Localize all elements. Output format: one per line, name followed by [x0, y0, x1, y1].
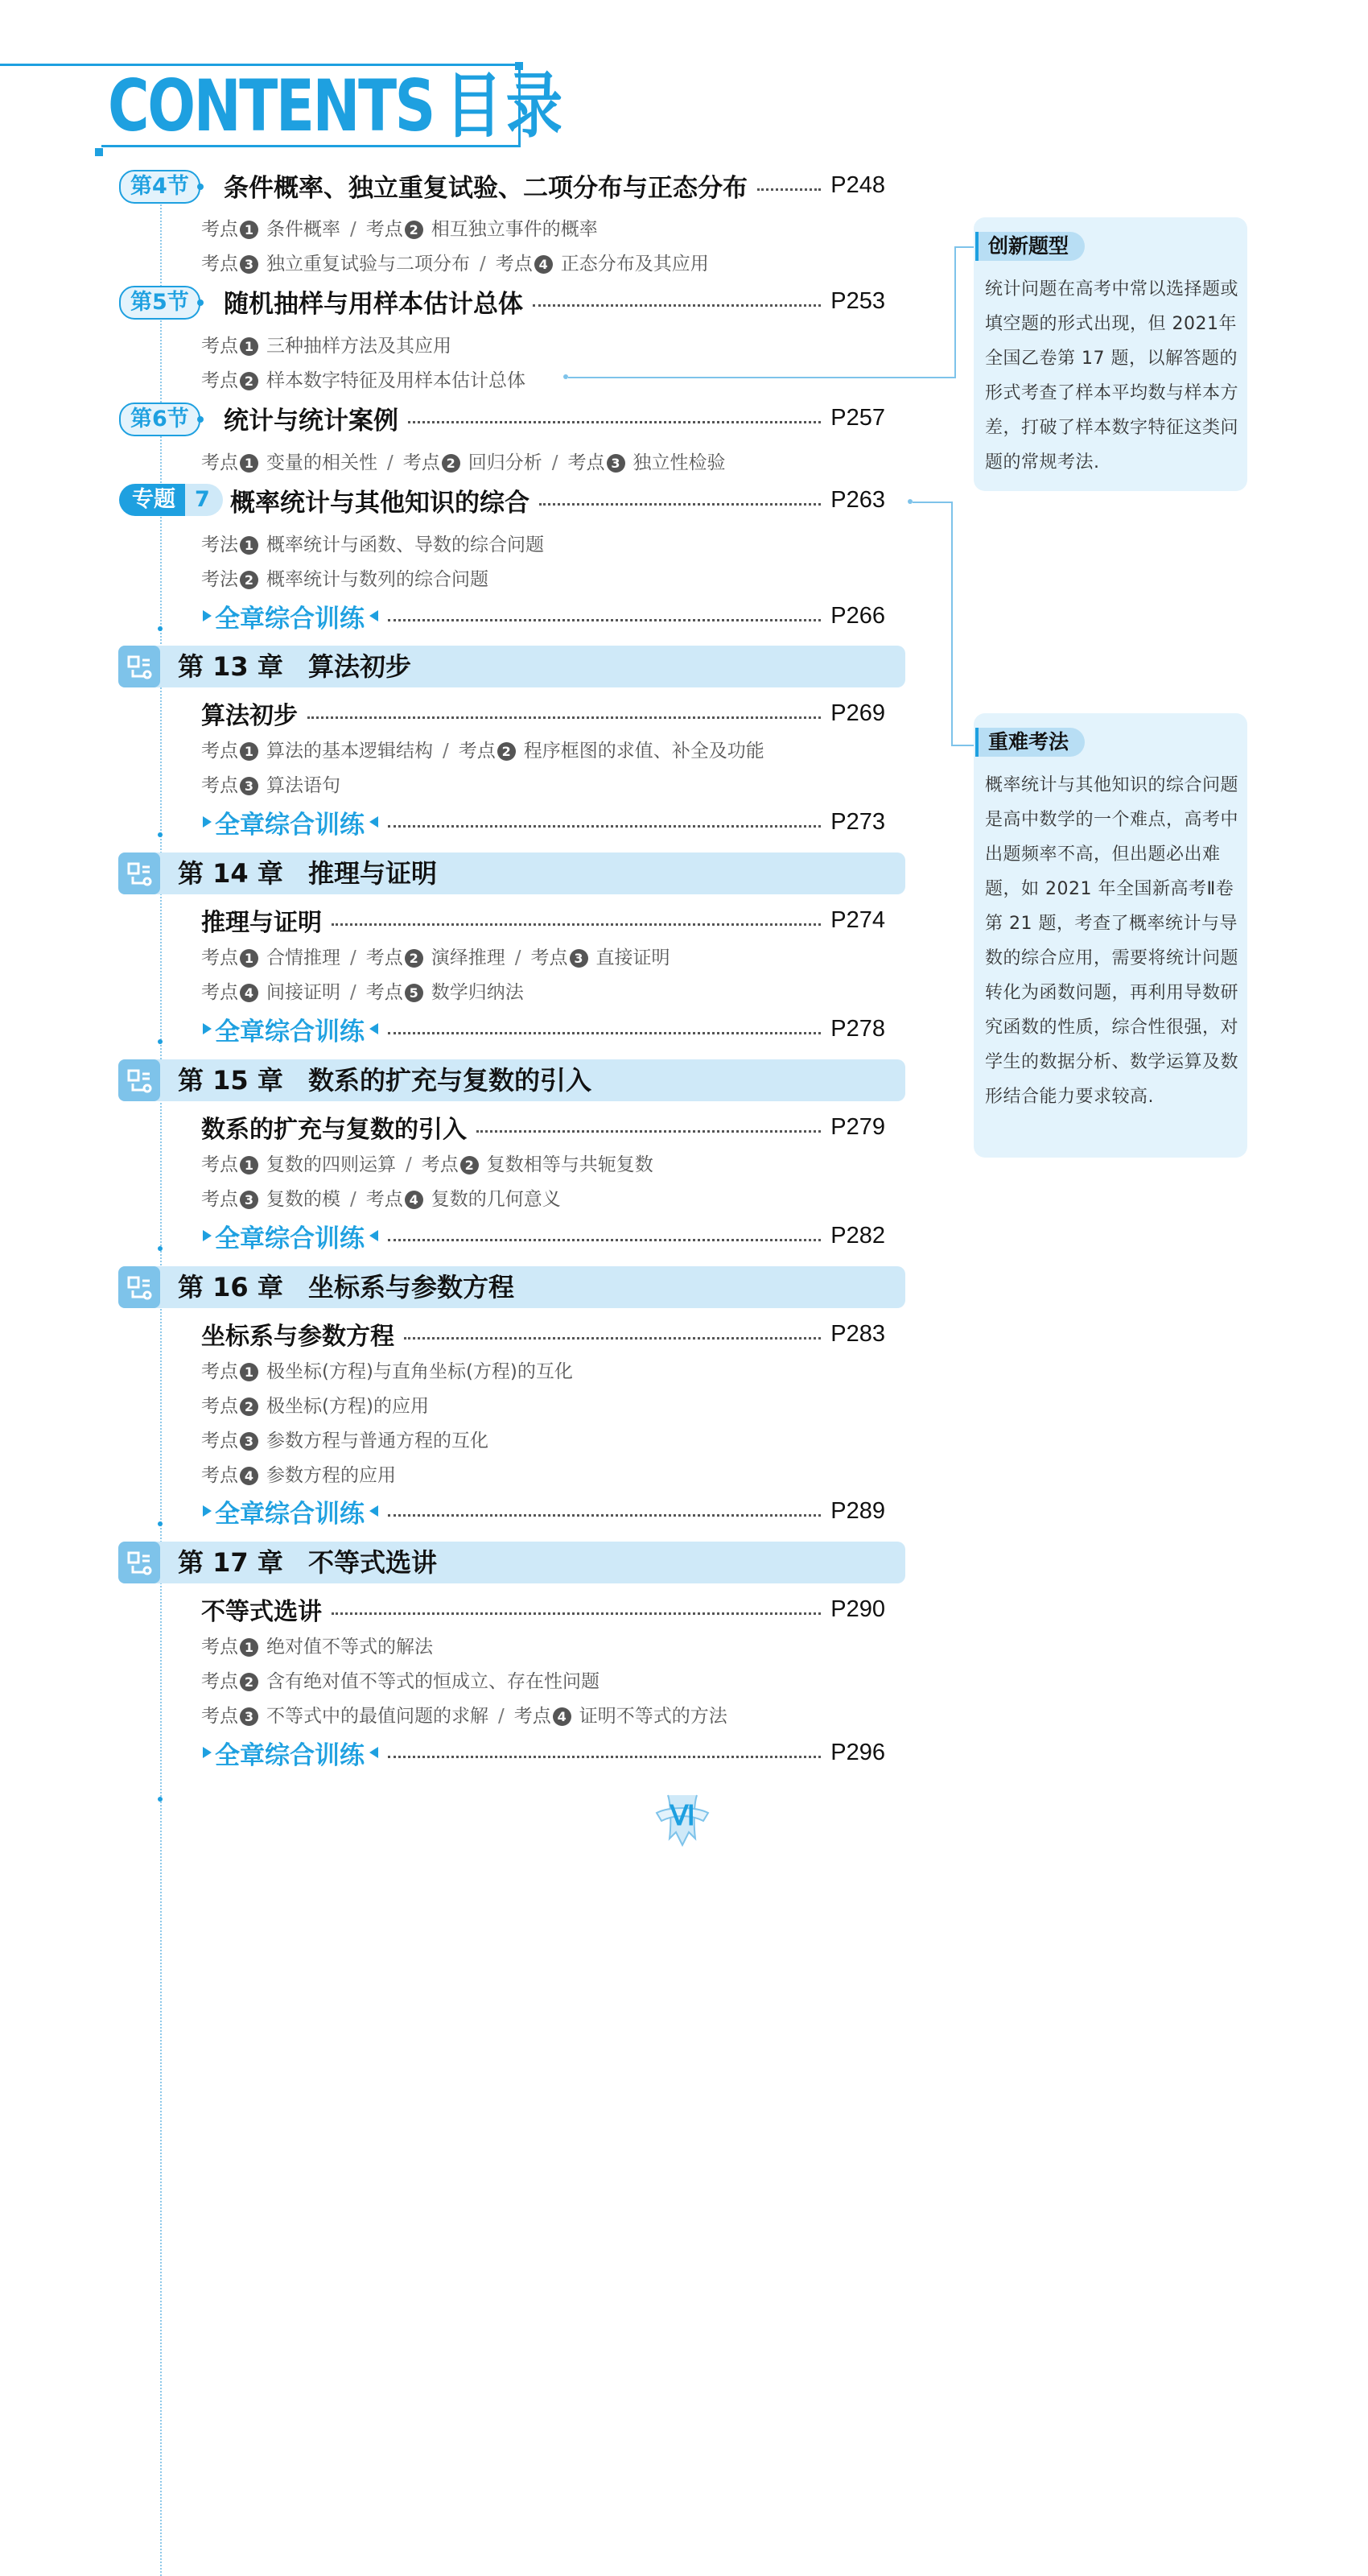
number-circle: 2	[405, 221, 423, 239]
toc-entry-section6[interactable]	[224, 402, 885, 434]
point-line	[201, 1632, 433, 1658]
page-ref: P282	[830, 1222, 885, 1249]
toc-entry-subsection[interactable]	[201, 904, 885, 936]
timeline-dot	[158, 1246, 163, 1251]
dot-leader	[388, 619, 821, 621]
dot-leader	[332, 923, 821, 926]
point-line	[201, 1666, 600, 1693]
chapter-icon	[118, 1266, 160, 1308]
point-item: 考点 1 复数的四则运算	[201, 1154, 396, 1175]
page-number-badge	[650, 1789, 715, 1853]
topic-title: 概率统计与其他知识的综合	[230, 488, 529, 518]
number-circle: 1	[240, 949, 258, 968]
point-item: 考点 3 独立重复试验与二项分布	[201, 254, 470, 275]
page-ref: P274	[830, 906, 885, 933]
point-item: 考点 3 复数的模	[201, 1189, 340, 1210]
chapter-number: 第 15 章	[178, 1065, 283, 1096]
chapter-name: 坐标系与参数方程	[308, 1272, 515, 1302]
point-item: 考点 1 变量的相关性	[201, 452, 377, 473]
connector-line	[951, 502, 953, 746]
point-item: 考点 3 不等式中的最值问题的求解	[201, 1706, 488, 1727]
point-item: 考点 4 复数的几何意义	[365, 1189, 561, 1210]
point-item: 考点 3 参数方程与普通方程的互化	[201, 1430, 488, 1451]
sidebar-note-difficulty	[974, 713, 1247, 1158]
number-circle: 3	[240, 1191, 258, 1209]
number-circle: 1	[240, 337, 258, 356]
toc-entry-subsection[interactable]	[201, 1318, 885, 1350]
timeline-line	[160, 201, 162, 2576]
chapter-name: 推理与证明	[308, 858, 438, 889]
triangle-left-icon	[369, 1230, 378, 1241]
chapter-icon	[118, 1059, 160, 1101]
dot-leader	[307, 716, 821, 719]
point-line	[201, 770, 340, 797]
triangle-left-icon	[369, 1747, 378, 1758]
connector-dot	[563, 374, 568, 379]
toc-entry-training[interactable]	[203, 599, 885, 633]
point-line	[201, 1426, 488, 1452]
chapter-icon	[118, 852, 160, 894]
toc-entry-training[interactable]	[203, 1736, 885, 1769]
chapter-header[interactable]	[118, 646, 905, 687]
chapter-number: 第 17 章	[178, 1547, 283, 1578]
dot-leader	[539, 503, 821, 506]
chapter-number: 第 13 章	[178, 651, 283, 682]
point-item: 考点 2 极坐标(方程)的应用	[201, 1396, 429, 1417]
number-circle: 2	[240, 1673, 258, 1691]
timeline-dot	[158, 1039, 163, 1044]
triangle-right-icon	[203, 610, 212, 621]
connector-line	[951, 745, 975, 746]
chapter-header[interactable]	[118, 1266, 905, 1308]
point-item: 考点 5 数学归纳法	[365, 982, 524, 1003]
point-item: 考点 2 相互独立事件的概率	[365, 219, 598, 240]
page-ref: P273	[830, 808, 885, 835]
sidebar-tag: 重难考法	[975, 728, 1085, 757]
subsection-title: 坐标系与参数方程	[201, 1323, 394, 1351]
number-circle: 4	[553, 1707, 571, 1726]
point-item: 考点 4 证明不等式的方法	[513, 1706, 727, 1727]
timeline-dot	[158, 1521, 163, 1526]
page-ref: P296	[830, 1739, 885, 1765]
chapter-header[interactable]	[118, 852, 905, 894]
section-badge: 第5节	[119, 286, 200, 320]
page-ref: P283	[830, 1320, 885, 1347]
section-title: 随机抽样与用样本估计总体	[224, 289, 523, 319]
point-item: 考点 2 含有绝对值不等式的恒成立、存在性问题	[201, 1671, 600, 1692]
page-ref: P290	[830, 1596, 885, 1622]
toc-entry-training[interactable]	[203, 1012, 885, 1046]
number-circle: 4	[534, 255, 553, 274]
toc-entry-training[interactable]	[203, 1494, 885, 1528]
point-line: 考点 3 独立重复试验与二项分布 / 考点 4 正态分布及其应用	[201, 254, 709, 275]
dot-leader	[533, 304, 821, 307]
number-circle: 1	[240, 536, 258, 555]
page-ref: P263	[830, 486, 885, 513]
toc-entry-section5[interactable]	[224, 285, 885, 317]
section-title: 统计与统计案例	[224, 406, 398, 436]
number-circle: 3	[240, 255, 258, 274]
subsection-title: 算法初步	[201, 702, 298, 730]
subsection-title: 不等式选讲	[201, 1598, 322, 1626]
triangle-right-icon	[203, 1505, 212, 1517]
dot-leader	[332, 1612, 821, 1615]
number-circle: 2	[240, 372, 258, 390]
page-number: Ⅵ	[670, 1802, 695, 1831]
page-ref: P289	[830, 1497, 885, 1524]
timeline-dot	[158, 1797, 163, 1802]
point-item: 考点 3 独立性检验	[567, 452, 726, 473]
dot-leader	[388, 1514, 821, 1517]
page-ref: P257	[830, 404, 885, 431]
point-line	[201, 1356, 573, 1383]
point-item: 考点 4 参数方程的应用	[201, 1465, 396, 1486]
training-title: 全章综合训练	[215, 1224, 365, 1253]
point-item: 考点 2 程序框图的求值、补全及功能	[458, 741, 764, 762]
number-circle: 1	[240, 1638, 258, 1657]
toc-entry-topic7[interactable]	[230, 484, 885, 516]
toc-entry-subsection[interactable]	[201, 1111, 885, 1143]
chapter-header[interactable]	[118, 1059, 905, 1101]
chapter-number: 第 14 章	[178, 858, 283, 889]
chapter-name: 数系的扩充与复数的引入	[308, 1065, 592, 1096]
page-ref: P253	[830, 287, 885, 314]
number-circle: 3	[240, 1432, 258, 1451]
point-line: 考点 3 不等式中的最值问题的求解 / 考点 4 证明不等式的方法	[201, 1706, 727, 1727]
dot-leader	[757, 188, 821, 191]
point-item: 考点 1 极坐标(方程)与直角坐标(方程)的互化	[201, 1361, 573, 1382]
number-circle: 1	[240, 454, 258, 473]
triangle-right-icon	[203, 1230, 212, 1241]
dot-leader	[388, 1032, 821, 1034]
number-circle: 3	[607, 454, 625, 473]
point-line: 考点 4 间接证明 / 考点 5 数学归纳法	[201, 982, 524, 1003]
sidebar-text: 概率统计与其他知识的综合问题是高中数学的一个难点，高考中出题频率不高，但出题必出难题，如 2021 年全国新高考Ⅱ卷第 21 题，考查了概率统计与导数的综合应用，需要将统计问题转化为函数问题，再利用导数研究函数的性质，综合性很强，对学生的数据分析、数学运算及数形结合能力要求较高.	[985, 775, 1239, 1107]
topic-badge-number: 7	[185, 484, 223, 516]
page-title	[108, 66, 567, 147]
dot-leader	[476, 1130, 821, 1133]
triangle-left-icon	[369, 610, 378, 621]
subsection-title: 数系的扩充与复数的引入	[201, 1116, 467, 1144]
number-circle: 1	[240, 742, 258, 761]
training-title: 全章综合训练	[215, 1499, 365, 1529]
toc-entry-subsection[interactable]	[201, 1593, 885, 1625]
point-item: 考点 1 合情推理	[201, 947, 340, 968]
number-circle: 2	[240, 571, 258, 589]
timeline-dot	[158, 832, 163, 837]
page-ref: P266	[830, 602, 885, 629]
point-item: 考点 4 正态分布及其应用	[495, 254, 709, 275]
point-item: 考点 1 三种抽样方法及其应用	[201, 336, 451, 357]
point-line: 考点 1 算法的基本逻辑结构 / 考点 2 程序框图的求值、补全及功能	[201, 741, 764, 762]
section-title: 条件概率、独立重复试验、二项分布与正态分布	[224, 173, 748, 203]
chapter-name: 不等式选讲	[308, 1547, 438, 1578]
dot-leader	[408, 421, 821, 423]
sidebar-tag: 创新题型	[975, 232, 1085, 261]
triangle-right-icon	[203, 1747, 212, 1758]
connector-line	[954, 246, 956, 378]
point-item: 考点 1 算法的基本逻辑结构	[201, 741, 433, 762]
training-title: 全章综合训练	[215, 1017, 365, 1046]
number-circle: 2	[442, 454, 460, 473]
number-circle: 1	[240, 1363, 258, 1381]
number-circle: 4	[405, 1191, 423, 1209]
point-line: 考点 1 条件概率 / 考点 2 相互独立事件的概率	[201, 219, 598, 240]
triangle-left-icon	[369, 1505, 378, 1517]
point-line: 考点 3 复数的模 / 考点 4 复数的几何意义	[201, 1189, 561, 1210]
point-line	[201, 331, 451, 357]
number-circle: 5	[405, 984, 423, 1002]
title-en: CONTENTS	[108, 64, 434, 147]
page-ref: P279	[830, 1113, 885, 1140]
point-line	[201, 1391, 429, 1418]
point-item: 考点 2 演绎推理	[365, 947, 505, 968]
point-item: 考法 2 概率统计与数列的综合问题	[201, 569, 488, 590]
triangle-left-icon	[369, 1023, 378, 1034]
training-title: 全章综合训练	[215, 810, 365, 840]
dot-leader	[388, 825, 821, 828]
page-ref: P248	[830, 171, 885, 198]
chapter-name: 算法初步	[308, 651, 412, 682]
number-circle: 2	[460, 1156, 479, 1174]
toc-entry-section4[interactable]	[224, 169, 885, 201]
number-circle: 3	[240, 1707, 258, 1726]
training-title: 全章综合训练	[215, 604, 365, 634]
header-corner-square	[95, 148, 103, 156]
number-circle: 1	[240, 1156, 258, 1174]
connector-line	[568, 377, 956, 378]
number-circle: 4	[240, 984, 258, 1002]
dot-leader	[388, 1756, 821, 1758]
point-item: 考点 1 绝对值不等式的解法	[201, 1637, 433, 1657]
point-line: 考点 1 合情推理 / 考点 2 演绎推理 / 考点 3 直接证明	[201, 947, 670, 968]
point-item: 考点 2 复数相等与共轭复数	[421, 1154, 653, 1175]
section-badge: 第6节	[119, 402, 200, 436]
timeline-dot	[158, 626, 163, 631]
number-circle: 3	[240, 777, 258, 795]
page-ref: P278	[830, 1015, 885, 1042]
triangle-left-icon	[369, 816, 378, 828]
point-line	[201, 530, 544, 556]
topic-badge	[119, 484, 223, 516]
toc-entry-training[interactable]	[203, 805, 885, 839]
number-circle: 2	[497, 742, 516, 761]
point-item: 考点 3 算法语句	[201, 775, 340, 796]
point-line	[201, 365, 525, 392]
point-line	[201, 564, 488, 591]
toc-entry-subsection[interactable]	[201, 697, 885, 729]
point-line: 考点 1 复数的四则运算 / 考点 2 复数相等与共轭复数	[201, 1154, 653, 1175]
training-title: 全章综合训练	[215, 1740, 365, 1770]
sidebar-note-innovation	[974, 217, 1247, 491]
triangle-right-icon	[203, 1023, 212, 1034]
triangle-right-icon	[203, 816, 212, 828]
chapter-header[interactable]	[118, 1542, 905, 1583]
connector-line	[913, 502, 953, 503]
connector-line	[954, 246, 975, 248]
chapter-icon	[118, 646, 160, 687]
connector-dot	[908, 499, 913, 504]
point-line: 考点 1 变量的相关性 / 考点 2 回归分析 / 考点 3 独立性检验	[201, 452, 726, 473]
point-line	[201, 1460, 396, 1487]
dot-leader	[388, 1239, 821, 1241]
topic-badge-label: 专题	[119, 484, 185, 516]
section-badge: 第4节	[119, 170, 200, 204]
dot-leader	[404, 1337, 821, 1340]
point-item: 考点 1 条件概率	[201, 219, 340, 240]
toc-entry-training[interactable]	[203, 1219, 885, 1253]
number-circle: 2	[405, 949, 423, 968]
point-item: 考点 4 间接证明	[201, 982, 340, 1003]
title-cn: 目录	[445, 64, 567, 147]
page-ref: P269	[830, 700, 885, 726]
subsection-title: 推理与证明	[201, 909, 322, 937]
number-circle: 2	[240, 1397, 258, 1416]
point-item: 考法 1 概率统计与函数、导数的综合问题	[201, 535, 544, 555]
number-circle: 3	[570, 949, 588, 968]
point-item: 考点 3 直接证明	[530, 947, 670, 968]
chapter-icon	[118, 1542, 160, 1583]
number-circle: 1	[240, 221, 258, 239]
sidebar-text: 统计问题在高考中常以选择题或填空题的形式出现，但 2021年全国乙卷第 17 题，以解答题的形式考查了样本平均数与样本方差，打破了样本数字特征这类问题的常规考法.	[985, 279, 1239, 473]
chapter-number: 第 16 章	[178, 1272, 283, 1302]
point-item: 考点 2 回归分析	[402, 452, 542, 473]
number-circle: 4	[240, 1467, 258, 1485]
point-item: 考点 2 样本数字特征及用样本估计总体	[201, 370, 525, 391]
